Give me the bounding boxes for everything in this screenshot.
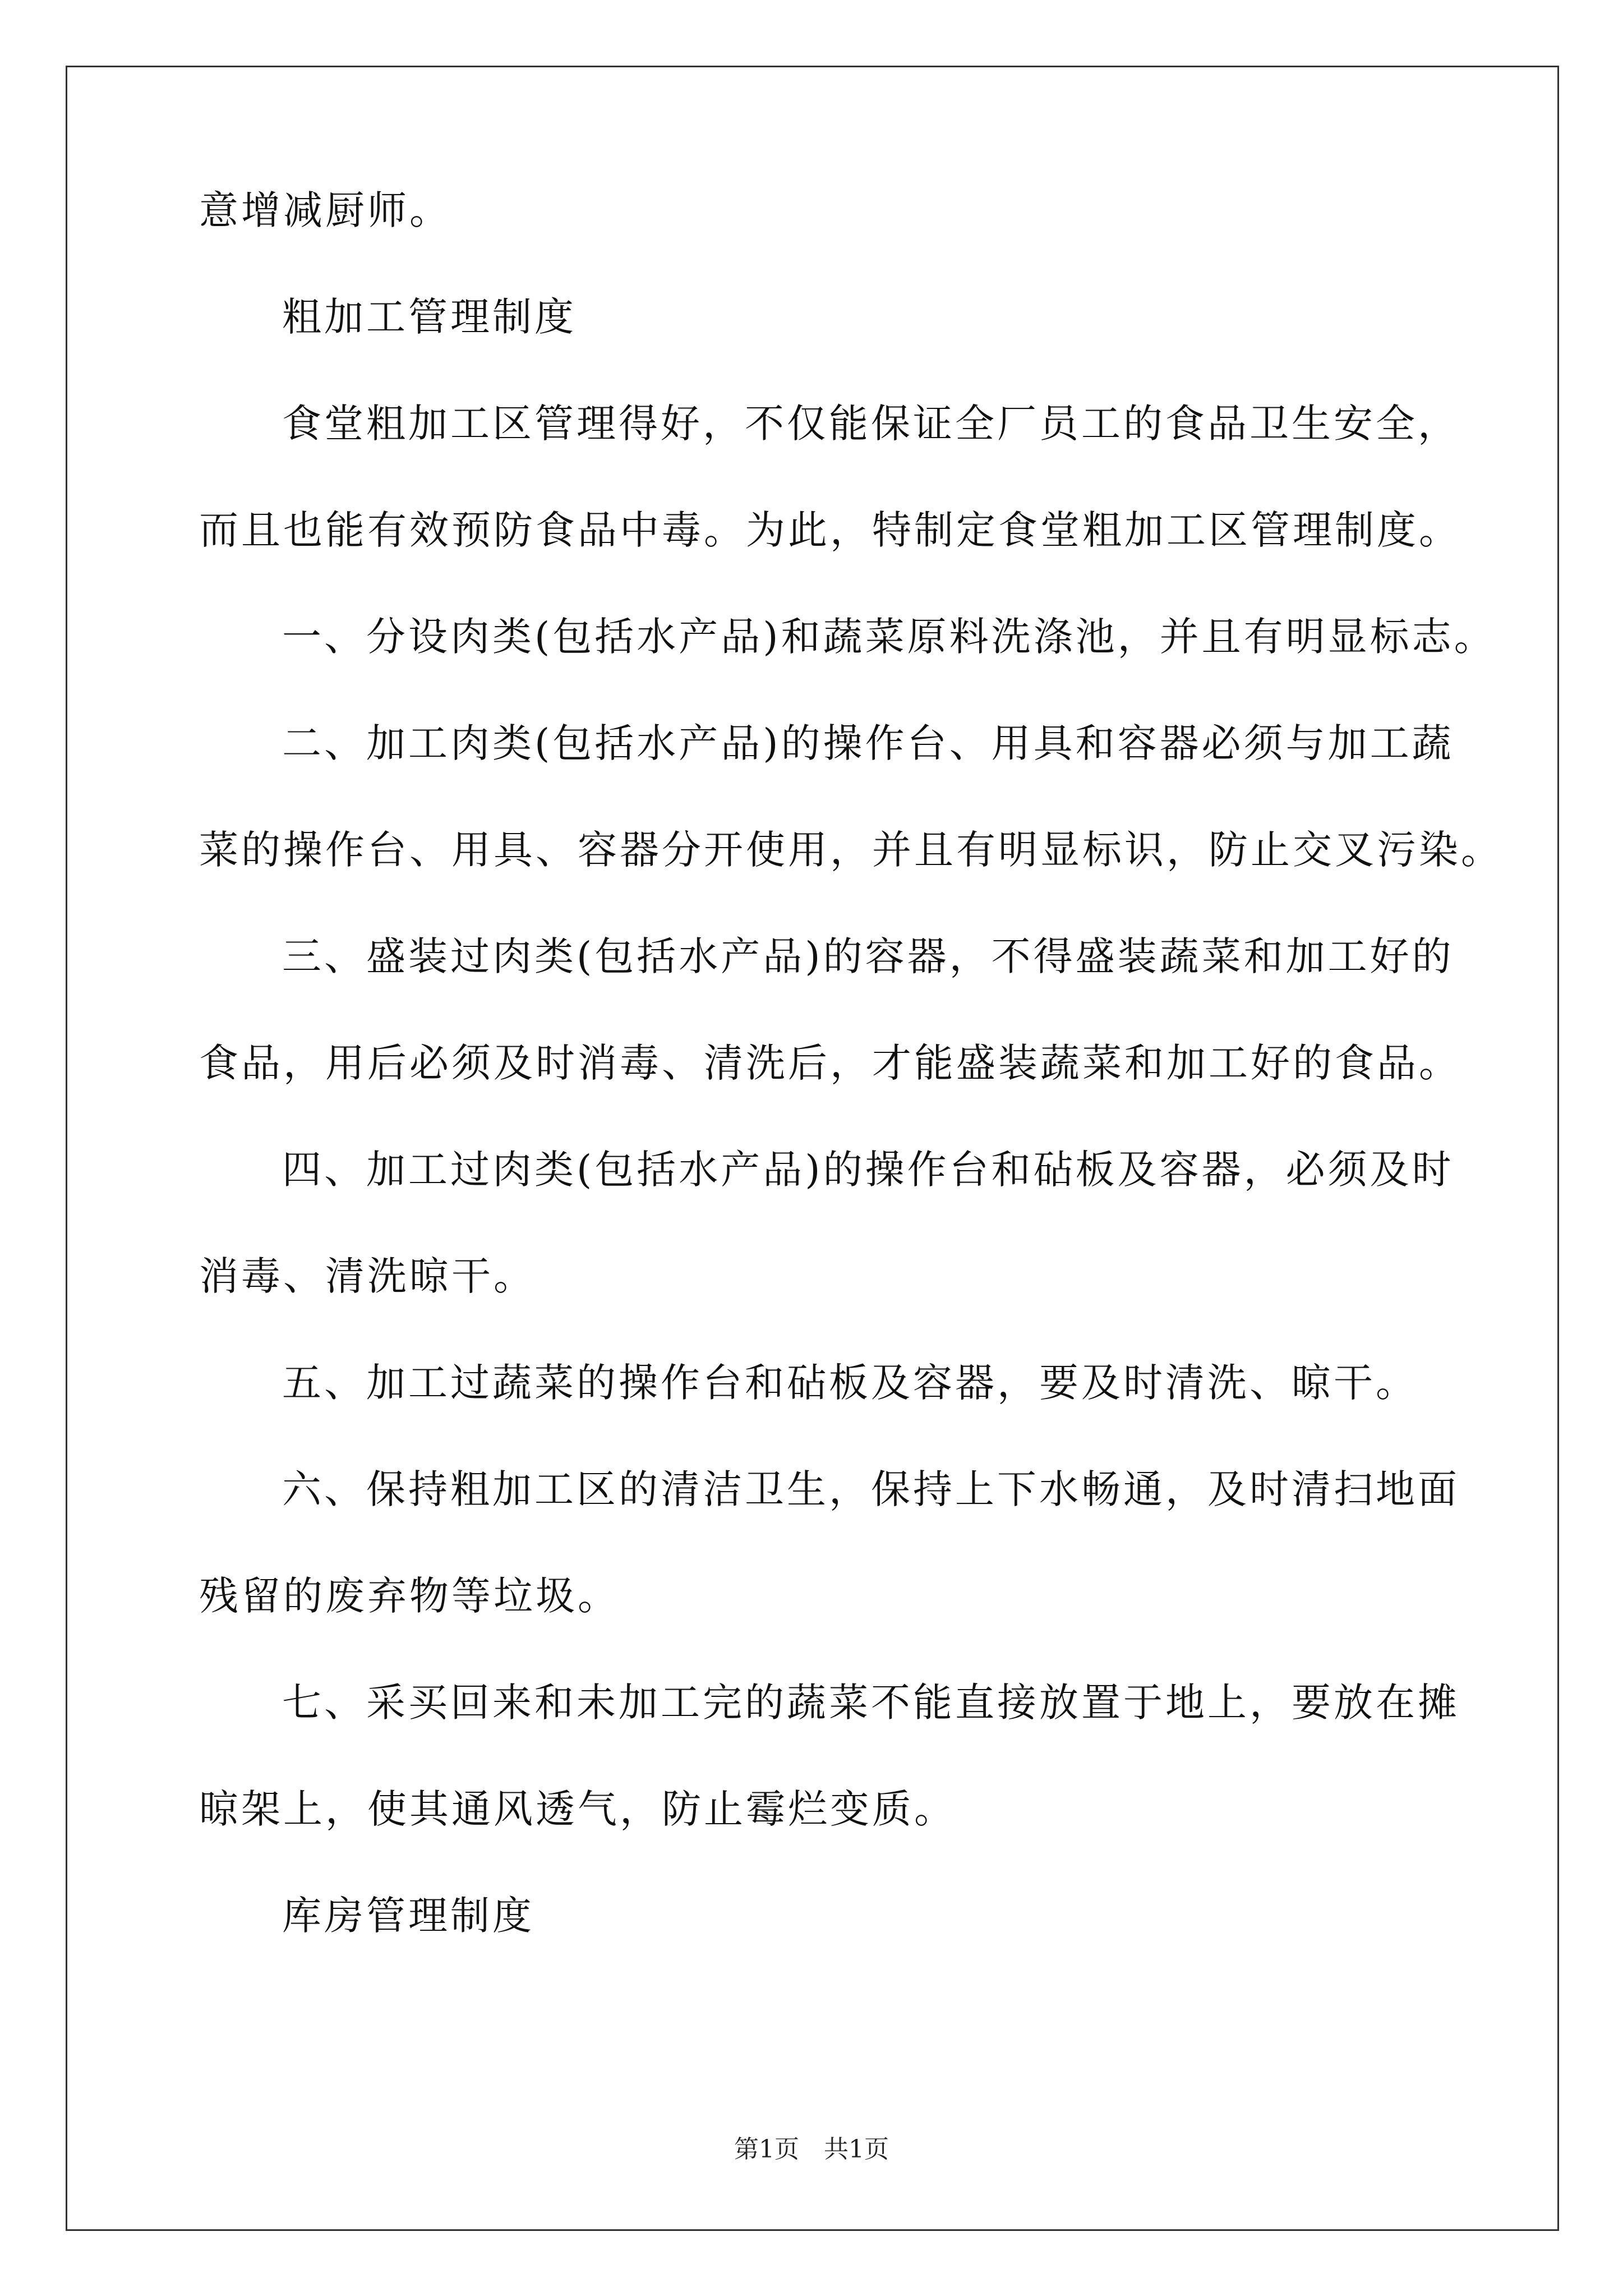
- rule-item-7: 七、采买回来和未加工完的蔬菜不能直接放置于地上，要放在摊: [282, 1680, 1460, 1726]
- rule-item-4: 四、加工过肉类(包括水产品)的操作台和砧板及容器，必须及时: [282, 1147, 1454, 1193]
- page-number-footer: 第1页 共1页: [734, 2135, 889, 2164]
- paragraph-line: 菜的操作台、用具、容器分开使用，并且有明显标识，防止交叉污染。: [199, 827, 1503, 873]
- paragraph-line: 残留的废弃物等垃圾。: [199, 1573, 620, 1619]
- rule-item-2: 二、加工肉类(包括水产品)的操作台、用具和容器必须与加工蔬: [282, 720, 1454, 766]
- rule-item-5: 五、加工过蔬菜的操作台和砧板及容器，要及时清洗、晾干。: [282, 1360, 1418, 1406]
- section-heading-storeroom: 库房管理制度: [282, 1893, 534, 1939]
- rule-item-3: 三、盛装过肉类(包括水产品)的容器，不得盛装蔬菜和加工好的: [282, 933, 1454, 979]
- rule-item-1: 一、分设肉类(包括水产品)和蔬菜原料洗涤池，并且有明显标志。: [282, 614, 1496, 660]
- section-heading-rough-processing: 粗加工管理制度: [282, 294, 577, 340]
- paragraph-line: 食堂粗加工区管理得好，不仅能保证全厂员工的食品卫生安全，: [282, 401, 1460, 447]
- paragraph-line: 食品，用后必须及时消毒、清洗后，才能盛装蔬菜和加工好的食品。: [199, 1040, 1461, 1086]
- rule-item-6: 六、保持粗加工区的清洁卫生，保持上下水畅通，及时清扫地面: [282, 1466, 1460, 1512]
- paragraph-line: 消毒、清洗晾干。: [199, 1253, 536, 1299]
- paragraph-line: 而且也能有效预防食品中毒。为此，特制定食堂粗加工区管理制度。: [199, 507, 1461, 553]
- paragraph-line: 意增减厨师。: [199, 187, 451, 233]
- paragraph-line: 晾架上，使其通风透气，防止霉烂变质。: [199, 1786, 956, 1832]
